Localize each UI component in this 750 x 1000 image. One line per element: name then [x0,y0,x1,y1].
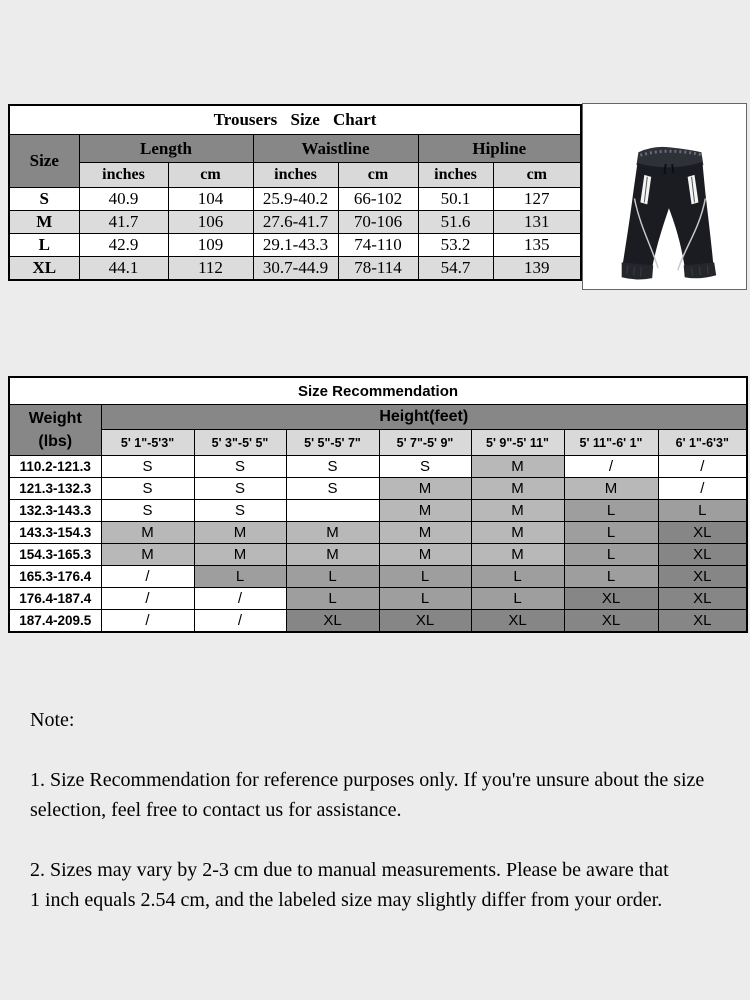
recommendation-row [9,610,747,633]
recommended-size-cell: L [564,566,658,588]
note-paragraph [30,765,735,825]
recommended-size-cell: S [286,478,379,500]
recommended-size-cell: S [101,456,194,478]
recommended-size-cell: M [471,522,564,544]
recommendation-row [9,500,747,522]
measurement-cell: 106 [168,211,253,234]
measurement-cell: 66-102 [338,188,418,211]
measurement-cell: 74-110 [338,234,418,257]
note-line: 1 inch equals 2.54 cm, and the labeled size may slightly differ from your order. [30,889,663,911]
recommended-size-cell [286,500,379,522]
recommended-size-cell: XL [564,588,658,610]
measurement-cell: 44.1 [79,257,168,281]
recommended-size-cell: L [286,566,379,588]
measurement-cell: 51.6 [418,211,493,234]
recommended-size-cell: M [194,544,286,566]
recommendation-row [9,566,747,588]
measurement-cell: 112 [168,257,253,281]
recommended-size-cell: / [101,588,194,610]
recommended-size-cell: L [471,588,564,610]
measurement-cell: 50.1 [418,188,493,211]
recommended-size-cell: / [194,610,286,633]
size-cell: M [9,211,79,234]
recommended-size-cell: M [471,478,564,500]
product-photo [582,103,747,290]
note-paragraph [30,855,735,915]
recommended-size-cell: L [564,522,658,544]
recommended-size-cell: M [286,522,379,544]
recommended-size-cell: S [194,500,286,522]
height-header-cell: 5' 1"-5'3" [101,430,194,456]
recommended-size-cell: L [379,566,471,588]
recommended-size-cell: XL [658,610,747,633]
weight-cell: 165.3-176.4 [9,566,101,588]
measurement-cell: 25.9-40.2 [253,188,338,211]
measurement-cell: 27.6-41.7 [253,211,338,234]
unit-header-cell: inches [79,163,168,188]
height-group-header: Height(feet) [101,405,747,430]
note-line: 2. Sizes may vary by 2-3 cm due to manual measurements. Please be aware that [30,859,669,881]
height-header-cell: 5' 9"-5' 11" [471,430,564,456]
weight-unit-label: (lbs) [38,433,73,450]
height-header-cell: 5' 3"-5' 5" [194,430,286,456]
recommended-size-cell: XL [658,566,747,588]
recommended-size-cell: / [101,566,194,588]
height-header-cell: 5' 5"-5' 7" [286,430,379,456]
size-recommendation-title: Size Recommendation [9,377,747,405]
recommended-size-cell: L [379,588,471,610]
recommendation-row [9,588,747,610]
recommended-size-cell: L [286,588,379,610]
waistline-group-header: Waistline [253,135,418,163]
recommended-size-cell: / [101,610,194,633]
recommended-size-cell: M [379,500,471,522]
measurement-cell: 29.1-43.3 [253,234,338,257]
size-recommendation-table [8,376,748,633]
recommended-size-cell: XL [286,610,379,633]
measurement-cell: 54.7 [418,257,493,281]
height-header-cell: 5' 11"-6' 1" [564,430,658,456]
size-cell: S [9,188,79,211]
weight-cell: 143.3-154.3 [9,522,101,544]
size-chart-title: Trousers Size Chart [9,105,581,135]
recommended-size-cell: L [564,500,658,522]
measurement-cell: 70-106 [338,211,418,234]
weight-label: Weight [28,410,82,427]
recommended-size-cell: M [471,456,564,478]
recommended-size-cell: L [658,500,747,522]
weight-cell: 176.4-187.4 [9,588,101,610]
recommended-size-cell: XL [471,610,564,633]
measurement-cell: 127 [493,188,581,211]
weight-cell: 110.2-121.3 [9,456,101,478]
recommendation-row [9,456,747,478]
measurement-cell: 109 [168,234,253,257]
recommended-size-cell: M [471,544,564,566]
weight-column-header [9,405,101,456]
unit-header-cell: cm [168,163,253,188]
recommended-size-cell: M [101,522,194,544]
recommended-size-cell: M [564,478,658,500]
recommended-size-cell: M [286,544,379,566]
recommended-size-cell: XL [564,610,658,633]
trousers-size-chart-table [8,104,582,281]
note-line: 1. Size Recommendation for reference purposes only. If you're unsure about the size [30,769,705,791]
unit-header-cell: inches [418,163,493,188]
unit-header-cell: cm [338,163,418,188]
weight-cell: 121.3-132.3 [9,478,101,500]
measurement-cell: 104 [168,188,253,211]
size-chart-row [9,211,581,234]
height-header-cell: 5' 7"-5' 9" [379,430,471,456]
measurement-cell: 30.7-44.9 [253,257,338,281]
recommended-size-cell: / [658,456,747,478]
size-cell: XL [9,257,79,281]
size-chart-row [9,257,581,281]
recommended-size-cell: L [471,566,564,588]
recommendation-row [9,544,747,566]
recommended-size-cell: L [194,566,286,588]
recommended-size-cell: S [194,456,286,478]
recommended-size-cell: S [194,478,286,500]
measurement-cell: 40.9 [79,188,168,211]
recommendation-row [9,522,747,544]
recommended-size-cell: M [379,544,471,566]
note-heading: Note: [30,709,75,731]
recommended-size-cell: S [286,456,379,478]
measurement-cell: 53.2 [418,234,493,257]
unit-header-cell: cm [493,163,581,188]
weight-cell: 132.3-143.3 [9,500,101,522]
recommended-size-cell: M [471,500,564,522]
notes-section [30,705,735,945]
size-cell: L [9,234,79,257]
trousers-illustration [583,104,746,289]
measurement-cell: 78-114 [338,257,418,281]
recommended-size-cell: XL [379,610,471,633]
recommended-size-cell: L [564,544,658,566]
measurement-cell: 139 [493,257,581,281]
measurement-cell: 42.9 [79,234,168,257]
size-chart-row [9,188,581,211]
recommended-size-cell: S [101,478,194,500]
recommended-size-cell: M [194,522,286,544]
recommended-size-cell: XL [658,522,747,544]
recommended-size-cell: M [101,544,194,566]
size-column-header: Size [9,135,79,188]
note-line: selection, feel free to contact us for assistance. [30,799,402,821]
hipline-group-header: Hipline [418,135,581,163]
recommended-size-cell: XL [658,588,747,610]
recommended-size-cell: / [658,478,747,500]
size-chart-row [9,234,581,257]
recommended-size-cell: / [564,456,658,478]
measurement-cell: 135 [493,234,581,257]
height-header-cell: 6' 1"-6'3" [658,430,747,456]
measurement-cell: 131 [493,211,581,234]
weight-cell: 154.3-165.3 [9,544,101,566]
recommended-size-cell: M [379,522,471,544]
recommendation-row [9,478,747,500]
recommended-size-cell: XL [658,544,747,566]
recommended-size-cell: S [101,500,194,522]
measurement-cell: 41.7 [79,211,168,234]
length-group-header: Length [79,135,253,163]
recommended-size-cell: M [379,478,471,500]
recommended-size-cell: S [379,456,471,478]
recommended-size-cell: / [194,588,286,610]
unit-header-cell: inches [253,163,338,188]
weight-cell: 187.4-209.5 [9,610,101,633]
